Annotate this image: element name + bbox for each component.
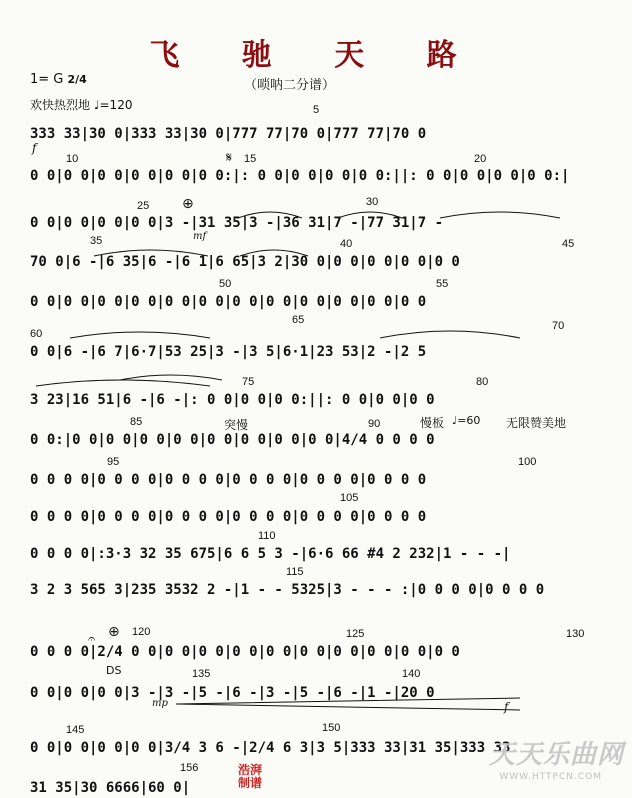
notation-row-6: 0 0|6 -|6 7|6·7|53 25|3 -|3 5|6·1|23 53|2 -|2 5: [30, 344, 427, 360]
notation-row-8: 0 0:|0 0|0 0|0 0|0 0|0 0|0 0|0 0|0 0|4/4 0 0 0 0: [30, 432, 435, 448]
measure-number: 130: [566, 628, 585, 640]
measure-number: 65: [292, 314, 305, 326]
notation-row-13: 0 0 0 0|2/4 0 0|0 0|0 0|0 0|0 0|0 0|0 0|0 0|0 0|0 0: [30, 644, 460, 660]
measure-number: 45: [562, 238, 575, 250]
measure-number: 35: [90, 235, 103, 247]
notation-row-12: 3 2 3 565 3|235 3532 2 -|1 - - 5325|3 - - - :|0 0 0 0|0 0 0 0: [30, 582, 545, 598]
measure-number: 95: [107, 456, 120, 468]
notation-row-15: 0 0|0 0|0 0|0 0|3/4 3 6 -|2/4 6 3|3 5|333 33|31 35|333 33: [30, 740, 511, 756]
forte-mark: f: [32, 141, 37, 155]
measure-number: 20: [474, 153, 487, 165]
praise-mark: 无限赞美地: [506, 416, 567, 430]
measure-number: 105: [340, 492, 359, 504]
mezzo-piano-mark: mp: [152, 698, 168, 709]
measure-number: 75: [242, 376, 255, 388]
measure-number: 40: [340, 238, 353, 250]
measure-number: 120: [132, 626, 151, 638]
measure-number: 135: [192, 668, 211, 680]
measure-number: 80: [476, 376, 489, 388]
slow-tempo-mark: ♩=60: [452, 414, 481, 427]
measure-number: 30: [366, 196, 379, 208]
coda-mark-2: ⊕: [108, 624, 120, 640]
segno-mark: 𝄋: [226, 150, 233, 166]
notation-row-3: 0 0|0 0|0 0|0 0|3 -|31 35|3 -|36 31|7 -|77 31|7 -: [30, 215, 444, 231]
measure-number: 100: [518, 456, 537, 468]
tempo-marking: [30, 96, 132, 113]
measure-number: 15: [244, 153, 257, 165]
measure-number: 50: [219, 278, 232, 290]
notation-row-7: 3 23|16 51|6 -|6 -|: 0 0|0 0|0 0:||: 0 0|0 0|0 0: [30, 392, 435, 408]
measure-number: 25: [137, 200, 150, 212]
slur: [120, 375, 222, 380]
slow-mark: 慢板: [420, 416, 445, 430]
tempo-value: ♩=120: [93, 98, 133, 112]
score-title: 飞 驰 天 路: [149, 38, 483, 73]
measure-number: 5: [313, 104, 320, 116]
measure-number: 90: [368, 418, 381, 430]
notation-row-9: 0 0 0 0|0 0 0 0|0 0 0 0|0 0 0 0|0 0 0 0|0 0 0 0: [30, 472, 427, 488]
measure-number: 156: [180, 762, 199, 774]
measure-number: 150: [322, 722, 341, 734]
measure-number: 145: [66, 724, 85, 736]
slur: [380, 331, 520, 338]
measure-number: 140: [402, 668, 421, 680]
key-text: 1= G: [30, 72, 64, 87]
coda-mark: ⊕: [182, 196, 194, 212]
notation-row-4: 70 0|6 -|6 35|6 -|6 1|6 65|3 2|30 0|0 0|0 0|0 0|0 0: [30, 254, 460, 270]
sudden-slow-mark: 突慢: [224, 418, 249, 432]
watermark-url: WWW.HTTPCN.COM: [499, 772, 602, 782]
measure-number: 110: [258, 530, 276, 542]
notation-row-2: 0 0|0 0|0 0|0 0|0 0|0 0:|: 0 0|0 0|0 0|0 0:||: 0 0|0 0|0 0|0 0:|: [30, 168, 570, 184]
measure-number: 115: [286, 566, 304, 578]
time-signature: 2/4: [67, 73, 87, 86]
ds-mark: DS: [106, 664, 122, 677]
mezzo-forte-mark: mf: [193, 231, 207, 242]
notation-row-10: 0 0 0 0|0 0 0 0|0 0 0 0|0 0 0 0|0 0 0 0|0 0 0 0: [30, 509, 427, 525]
forte-mark-2: f: [504, 700, 509, 714]
notation-row-14: 0 0|0 0|0 0|3 -|3 -|5 -|6 -|3 -|5 -|6 -|1 -|20 0: [30, 685, 435, 701]
measure-number: 85: [130, 416, 143, 428]
measure-number: 10: [66, 153, 79, 165]
measure-number: 55: [436, 278, 449, 290]
measure-number: 70: [552, 320, 565, 332]
fermata-mark: 𝄐: [88, 632, 96, 647]
measure-number: 125: [346, 628, 365, 640]
notation-row-16: 31 35|30 6666|60 0|: [30, 780, 191, 796]
key-signature: [30, 72, 87, 87]
notation-row-1: 333 33|30 0|333 33|30 0|777 77|70 0|777 77|70 0: [30, 126, 427, 142]
notation-row-5: 0 0|0 0|0 0|0 0|0 0|0 0|0 0|0 0|0 0|0 0|0 0|0 0: [30, 294, 427, 310]
score-subtitle: （唢呐二分谱）: [244, 78, 336, 93]
slur: [70, 332, 210, 338]
measure-number: 60: [30, 328, 43, 340]
watermark-logo: 天天乐曲网: [488, 740, 624, 770]
signature-stamp: 浩湃制谱: [237, 763, 262, 790]
tempo-text: 欢快热烈地: [30, 98, 91, 112]
notation-row-11: 0 0 0 0|:3·3 32 35 675|6 6 5 3 -|6·6 66 #4 2 232|1 - - -|: [30, 546, 511, 562]
slur: [36, 380, 210, 386]
